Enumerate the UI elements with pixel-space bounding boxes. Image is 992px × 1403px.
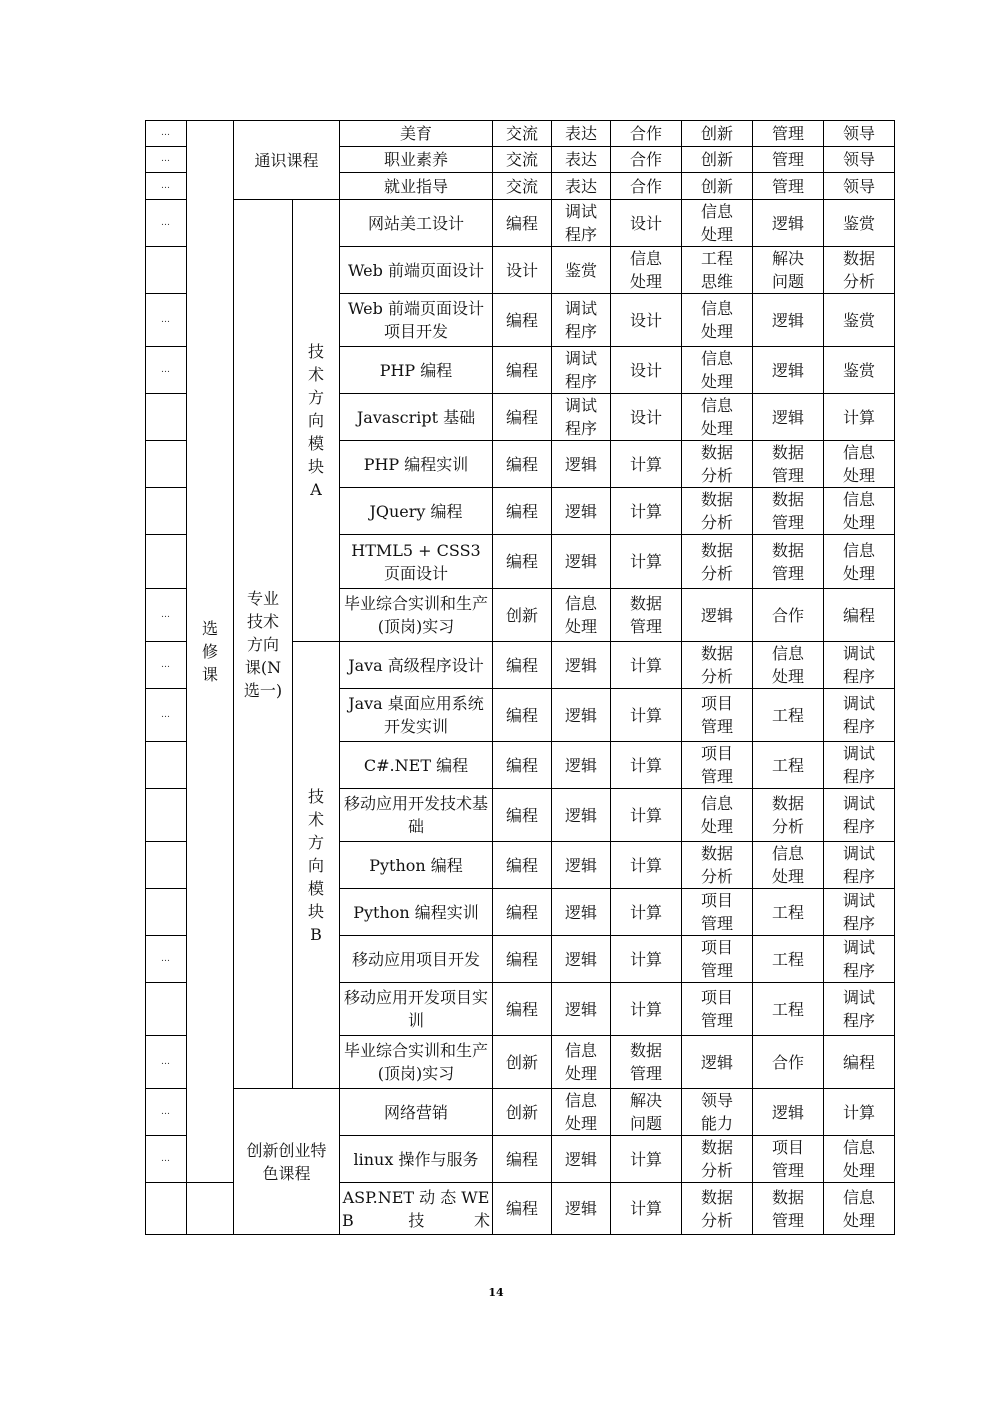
ability-5: 数据管理 [753, 488, 824, 535]
ability-1: 编程 [493, 742, 552, 789]
ability-1: 设计 [493, 247, 552, 294]
ability-2: 调试程序 [552, 294, 611, 347]
course-name: 移动应用项目开发 [340, 936, 493, 983]
ability-1: 编程 [493, 936, 552, 983]
course-name: 网站美工设计 [340, 200, 493, 247]
ability-6: 调试程序 [824, 889, 895, 936]
ability-4: 项目管理 [682, 983, 753, 1036]
ability-6: 计算 [824, 1089, 895, 1136]
ability-1: 创新 [493, 1036, 552, 1089]
ability-2: 逻辑 [552, 742, 611, 789]
course-name: 毕业综合实训和生产(顶岗)实习 [340, 1036, 493, 1089]
ability-6: 调试程序 [824, 689, 895, 742]
ability-6: 领导 [824, 147, 895, 173]
ability-1: 交流 [493, 121, 552, 147]
course-name: 移动应用开发技术基础 [340, 789, 493, 842]
ability-4: 项目管理 [682, 889, 753, 936]
ability-2: 逻辑 [552, 1136, 611, 1183]
ability-6: 计算 [824, 394, 895, 441]
ability-2: 逻辑 [552, 889, 611, 936]
ability-2: 调试程序 [552, 200, 611, 247]
row-marker: … [146, 589, 187, 642]
row-marker: … [146, 1136, 187, 1183]
row-marker [146, 394, 187, 441]
ability-2: 逻辑 [552, 789, 611, 842]
ability-5: 解决问题 [753, 247, 824, 294]
ability-4: 数据分析 [682, 1183, 753, 1235]
ability-4: 项目管理 [682, 936, 753, 983]
ability-5: 信息处理 [753, 642, 824, 689]
ability-3: 计算 [611, 842, 682, 889]
ability-4: 信息处理 [682, 200, 753, 247]
ability-2: 逻辑 [552, 441, 611, 488]
ability-1: 编程 [493, 535, 552, 589]
course-name: 就业指导 [340, 173, 493, 200]
ability-3: 设计 [611, 294, 682, 347]
ability-2: 信息处理 [552, 1089, 611, 1136]
row-marker: … [146, 689, 187, 742]
ability-6: 信息处理 [824, 1136, 895, 1183]
row-marker: … [146, 1036, 187, 1089]
course-name: 网络营销 [340, 1089, 493, 1136]
ability-1: 编程 [493, 789, 552, 842]
ability-4: 数据分析 [682, 842, 753, 889]
row-marker: … [146, 936, 187, 983]
ability-3: 计算 [611, 983, 682, 1036]
ability-4: 工程思维 [682, 247, 753, 294]
row-marker [146, 1183, 187, 1235]
page-number: 14 [488, 1286, 504, 1299]
row-marker [146, 742, 187, 789]
ability-6: 数据分析 [824, 247, 895, 294]
ability-5: 项目管理 [753, 1136, 824, 1183]
course-name: Web 前端页面设计 [340, 247, 493, 294]
course-name: Javascript 基础 [340, 394, 493, 441]
ability-2: 逻辑 [552, 488, 611, 535]
ability-2: 表达 [552, 147, 611, 173]
row-marker [146, 983, 187, 1036]
ability-1: 交流 [493, 147, 552, 173]
table-row [146, 200, 895, 247]
ability-1: 创新 [493, 1089, 552, 1136]
course-name: C#.NET 编程 [340, 742, 493, 789]
row-marker: … [146, 200, 187, 247]
ability-5: 合作 [753, 1036, 824, 1089]
ability-5: 管理 [753, 173, 824, 200]
row-marker [146, 889, 187, 936]
ability-2: 鉴赏 [552, 247, 611, 294]
ability-3: 设计 [611, 347, 682, 394]
ability-3: 合作 [611, 121, 682, 147]
ability-3: 计算 [611, 789, 682, 842]
ability-2: 逻辑 [552, 535, 611, 589]
ability-2: 信息处理 [552, 1036, 611, 1089]
course-name: 毕业综合实训和生产(顶岗)实习 [340, 589, 493, 642]
course-name: linux 操作与服务 [340, 1136, 493, 1183]
ability-3: 计算 [611, 488, 682, 535]
ability-6: 编程 [824, 1036, 895, 1089]
ability-6: 调试程序 [824, 936, 895, 983]
row-marker [146, 488, 187, 535]
ability-5: 逻辑 [753, 294, 824, 347]
ability-3: 合作 [611, 173, 682, 200]
ability-4: 逻辑 [682, 1036, 753, 1089]
course-name: HTML5 + CSS3 页面设计 [340, 535, 493, 589]
ability-5: 信息处理 [753, 842, 824, 889]
row-marker [146, 789, 187, 842]
ability-1: 编程 [493, 889, 552, 936]
course-name: 职业素养 [340, 147, 493, 173]
ability-4: 数据分析 [682, 441, 753, 488]
ability-5: 数据分析 [753, 789, 824, 842]
group-module-b: 技术方向模块B [293, 642, 340, 1089]
group-elective: 选修课 [187, 121, 234, 1183]
ability-5: 工程 [753, 936, 824, 983]
table-row [146, 121, 895, 147]
ability-5: 工程 [753, 689, 824, 742]
ability-2: 逻辑 [552, 842, 611, 889]
ability-2: 表达 [552, 121, 611, 147]
ability-1: 编程 [493, 347, 552, 394]
ability-6: 领导 [824, 121, 895, 147]
row-marker: … [146, 294, 187, 347]
course-name: Web 前端页面设计项目开发 [340, 294, 493, 347]
ability-1: 编程 [493, 441, 552, 488]
ability-6: 鉴赏 [824, 347, 895, 394]
course-name: Java 高级程序设计 [340, 642, 493, 689]
course-name: Java 桌面应用系统开发实训 [340, 689, 493, 742]
ability-5: 逻辑 [753, 200, 824, 247]
row-marker [146, 842, 187, 889]
ability-2: 逻辑 [552, 936, 611, 983]
ability-5: 数据管理 [753, 535, 824, 589]
row-marker [146, 247, 187, 294]
group-major-direction: 专业技术方向课(N选一) [234, 200, 293, 1089]
course-name: 美育 [340, 121, 493, 147]
group-general: 通识课程 [234, 121, 340, 200]
ability-3: 合作 [611, 147, 682, 173]
ability-2: 逻辑 [552, 689, 611, 742]
ability-1: 编程 [493, 1183, 552, 1235]
ability-4: 创新 [682, 173, 753, 200]
row-marker: … [146, 1089, 187, 1136]
ability-1: 编程 [493, 689, 552, 742]
ability-2: 逻辑 [552, 1183, 611, 1235]
course-name: JQuery 编程 [340, 488, 493, 535]
ability-4: 项目管理 [682, 689, 753, 742]
course-name: Python 编程 [340, 842, 493, 889]
course-name: 移动应用开发项目实训 [340, 983, 493, 1036]
ability-5: 逻辑 [753, 347, 824, 394]
ability-4: 信息处理 [682, 789, 753, 842]
course-name: PHP 编程实训 [340, 441, 493, 488]
ability-1: 编程 [493, 1136, 552, 1183]
ability-1: 编程 [493, 294, 552, 347]
ability-4: 数据分析 [682, 535, 753, 589]
ability-3: 计算 [611, 441, 682, 488]
ability-3: 计算 [611, 936, 682, 983]
ability-4: 信息处理 [682, 347, 753, 394]
ability-1: 编程 [493, 642, 552, 689]
row-marker: … [146, 173, 187, 200]
row-marker: … [146, 147, 187, 173]
ability-4: 项目管理 [682, 742, 753, 789]
ability-5: 管理 [753, 147, 824, 173]
ability-1: 编程 [493, 200, 552, 247]
ability-4: 创新 [682, 121, 753, 147]
ability-3: 计算 [611, 535, 682, 589]
ability-6: 调试程序 [824, 642, 895, 689]
ability-6: 领导 [824, 173, 895, 200]
ability-6: 鉴赏 [824, 200, 895, 247]
table-row [146, 1089, 895, 1136]
ability-6: 鉴赏 [824, 294, 895, 347]
ability-5: 数据管理 [753, 441, 824, 488]
empty-cell [187, 1183, 234, 1235]
ability-2: 逻辑 [552, 642, 611, 689]
course-name: Python 编程实训 [340, 889, 493, 936]
group-module-a: 技术方向模块A [293, 200, 340, 642]
ability-5: 数据管理 [753, 1183, 824, 1235]
ability-3: 解决问题 [611, 1089, 682, 1136]
ability-1: 编程 [493, 983, 552, 1036]
ability-5: 工程 [753, 889, 824, 936]
curriculum-table [145, 120, 895, 1235]
ability-6: 调试程序 [824, 842, 895, 889]
row-marker [146, 441, 187, 488]
ability-4: 数据分析 [682, 1136, 753, 1183]
ability-2: 调试程序 [552, 394, 611, 441]
ability-3: 计算 [611, 689, 682, 742]
row-marker: … [146, 642, 187, 689]
ability-4: 领导能力 [682, 1089, 753, 1136]
ability-3: 计算 [611, 1183, 682, 1235]
course-name: PHP 编程 [340, 347, 493, 394]
ability-3: 计算 [611, 742, 682, 789]
ability-2: 调试程序 [552, 347, 611, 394]
ability-5: 逻辑 [753, 394, 824, 441]
ability-5: 管理 [753, 121, 824, 147]
ability-6: 信息处理 [824, 1183, 895, 1235]
ability-6: 信息处理 [824, 488, 895, 535]
ability-3: 计算 [611, 889, 682, 936]
ability-2: 表达 [552, 173, 611, 200]
ability-4: 创新 [682, 147, 753, 173]
row-marker [146, 535, 187, 589]
ability-3: 计算 [611, 1136, 682, 1183]
ability-4: 逻辑 [682, 589, 753, 642]
ability-6: 调试程序 [824, 789, 895, 842]
course-name: ASP.NET 动 态 WEB 技术 [340, 1183, 493, 1235]
ability-3: 信息处理 [611, 247, 682, 294]
ability-2: 信息处理 [552, 589, 611, 642]
ability-4: 信息处理 [682, 294, 753, 347]
group-innovation: 创新创业特色课程 [234, 1089, 340, 1235]
ability-5: 工程 [753, 742, 824, 789]
ability-1: 编程 [493, 842, 552, 889]
ability-1: 交流 [493, 173, 552, 200]
ability-3: 计算 [611, 642, 682, 689]
row-marker: … [146, 347, 187, 394]
ability-6: 编程 [824, 589, 895, 642]
ability-6: 信息处理 [824, 441, 895, 488]
ability-1: 创新 [493, 589, 552, 642]
ability-2: 逻辑 [552, 983, 611, 1036]
ability-3: 数据管理 [611, 1036, 682, 1089]
ability-3: 数据管理 [611, 589, 682, 642]
ability-6: 调试程序 [824, 983, 895, 1036]
ability-3: 设计 [611, 394, 682, 441]
row-marker: … [146, 121, 187, 147]
ability-3: 设计 [611, 200, 682, 247]
ability-4: 数据分析 [682, 642, 753, 689]
ability-6: 调试程序 [824, 742, 895, 789]
ability-5: 工程 [753, 983, 824, 1036]
ability-6: 信息处理 [824, 535, 895, 589]
ability-1: 编程 [493, 488, 552, 535]
ability-1: 编程 [493, 394, 552, 441]
ability-5: 合作 [753, 589, 824, 642]
ability-5: 逻辑 [753, 1089, 824, 1136]
ability-4: 信息处理 [682, 394, 753, 441]
ability-4: 数据分析 [682, 488, 753, 535]
